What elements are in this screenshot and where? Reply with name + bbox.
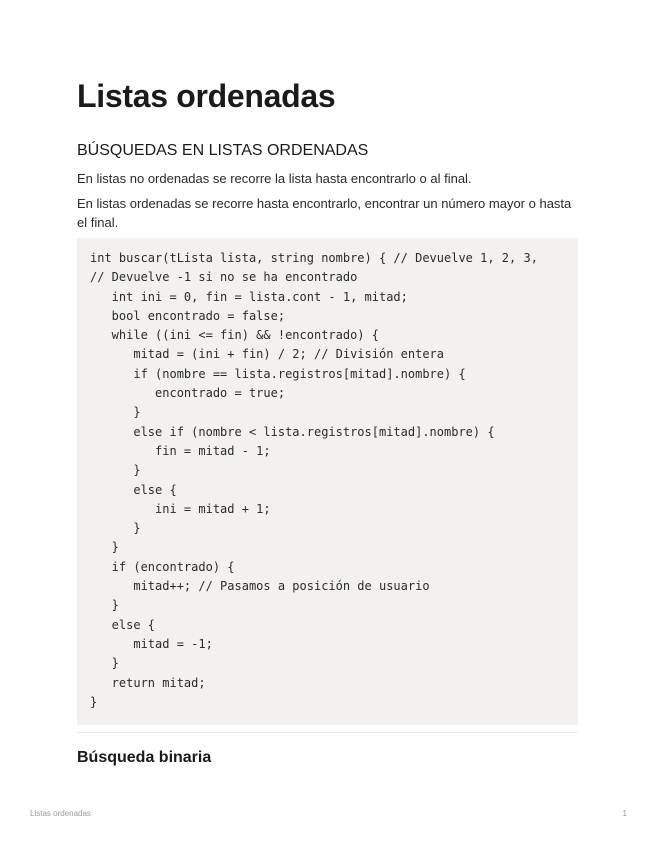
code-line: } bbox=[90, 598, 119, 613]
footer-document-title: Listas ordenadas bbox=[30, 809, 91, 818]
code-line: mitad++; // Pasamos a posición de usuario bbox=[90, 579, 430, 594]
code-line: else { bbox=[90, 482, 177, 497]
code-line: } bbox=[90, 521, 141, 536]
footer-page-number: 1 bbox=[622, 809, 627, 818]
page-title: Listas ordenadas bbox=[77, 78, 336, 114]
paragraph: En listas no ordenadas se recorre la lista hasta encontrarlo o al final. bbox=[77, 171, 472, 186]
code-line: bool encontrado = false; bbox=[90, 308, 286, 323]
paragraph: En listas ordenadas se recorre hasta encontrarlo, encontrar un número mayor o hasta el final. bbox=[77, 196, 572, 230]
code-block bbox=[77, 238, 578, 725]
code-line: if (encontrado) { bbox=[90, 559, 235, 574]
code-line: if (nombre == lista.registros[mitad].nombre) { bbox=[90, 366, 466, 381]
code-line: // Devuelve -1 si no se ha encontrado bbox=[90, 270, 358, 285]
code-line: int buscar(tLista lista, string nombre) { // Devuelve 1, 2, 3, bbox=[90, 251, 538, 265]
code-line: ini = mitad + 1; bbox=[90, 501, 271, 516]
code-line: else if (nombre < lista.registros[mitad].nombre) { bbox=[90, 424, 495, 439]
code-line: return mitad; bbox=[90, 675, 206, 690]
code-line: encontrado = true; bbox=[90, 386, 286, 401]
divider bbox=[77, 732, 578, 733]
code-line: mitad = -1; bbox=[90, 636, 213, 651]
code-line: mitad = (ini + fin) / 2; // División entera bbox=[90, 347, 445, 362]
code-line: } bbox=[90, 540, 119, 555]
code-line: fin = mitad - 1; bbox=[90, 443, 271, 458]
subsection-heading: Búsqueda binaria bbox=[77, 749, 212, 766]
code-line: } bbox=[90, 656, 119, 671]
code-line: } bbox=[90, 463, 141, 478]
code-line: } bbox=[90, 694, 98, 709]
section-heading: BÚSQUEDAS EN LISTAS ORDENADAS bbox=[77, 142, 369, 159]
code-line: while ((ini <= fin) && !encontrado) { bbox=[90, 328, 379, 343]
code-line: else { bbox=[90, 617, 156, 632]
code-line: int ini = 0, fin = lista.cont - 1, mitad; bbox=[90, 289, 408, 304]
code-line: } bbox=[90, 405, 141, 420]
